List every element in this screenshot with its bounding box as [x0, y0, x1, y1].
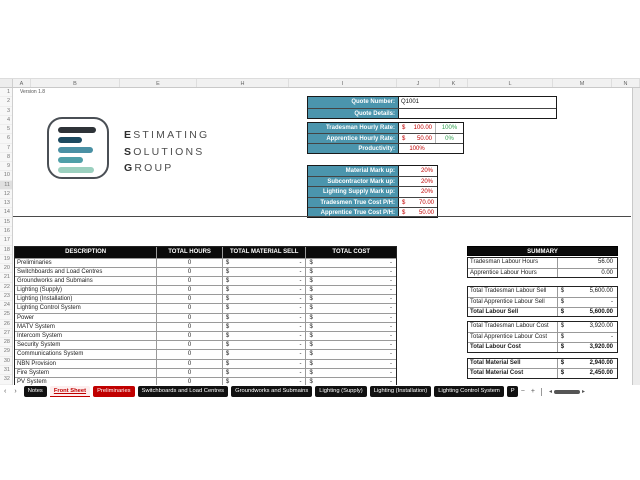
cell-total-cost[interactable]: $ -: [309, 277, 392, 284]
summary-value-cell[interactable]: $ 3,920.00: [560, 343, 613, 350]
cell-total-material-sell[interactable]: $ -: [223, 332, 307, 340]
quote-details-value[interactable]: [399, 109, 556, 119]
cell-total-material-sell[interactable]: $ -: [223, 286, 307, 294]
summary-row: [468, 342, 617, 352]
true-cost-row: [308, 197, 437, 207]
row-header-2[interactable]: 2: [0, 97, 12, 106]
true-cost-label: Tradesmen True Cost P/H:: [308, 198, 399, 207]
cell-description[interactable]: Preliminaries: [15, 259, 157, 267]
header-total-material-sell: TOTAL MATERIAL SELL: [223, 247, 307, 258]
summary-value-cell[interactable]: 56.00: [597, 259, 613, 265]
row-header-9[interactable]: 9: [0, 162, 12, 171]
cell-description[interactable]: Power: [15, 314, 157, 322]
cell-total-material-sell[interactable]: $ -: [223, 268, 307, 276]
row-header-8[interactable]: 8: [0, 153, 12, 162]
rate-percent-cell[interactable]: [435, 144, 463, 153]
rate-label: Productivity:: [308, 144, 399, 153]
column-header-B[interactable]: B: [31, 79, 120, 87]
cell-total-cost[interactable]: $ -: [309, 305, 392, 312]
sheet-tab-lighting-installation[interactable]: Lighting (Installation): [370, 386, 432, 397]
summary-label: Total Labour Cost: [468, 343, 558, 352]
row-header-7[interactable]: 7: [0, 144, 12, 153]
cell-total-hours[interactable]: 0: [157, 323, 223, 331]
cell-description[interactable]: Groundworks and Submains: [15, 277, 157, 285]
sheet-tab-preliminaries[interactable]: Preliminaries: [93, 386, 135, 397]
costing-table-row: [15, 368, 396, 377]
markup-value-cell[interactable]: 20%: [420, 189, 433, 196]
column-header-E[interactable]: E: [120, 79, 197, 87]
cell-total-cost[interactable]: $ -: [309, 323, 392, 330]
summary-row: [468, 297, 617, 307]
markup-block: [307, 165, 438, 218]
row-header-28[interactable]: 28: [0, 338, 12, 347]
cell-total-hours[interactable]: 0: [157, 259, 223, 267]
cell-total-material-sell[interactable]: $ -: [223, 277, 307, 285]
row-header-18[interactable]: 18: [0, 246, 12, 255]
row-header-29[interactable]: 29: [0, 347, 12, 356]
summary-label: Total Material Sell: [468, 359, 558, 369]
cell-description[interactable]: Lighting (Installation): [15, 295, 157, 303]
summary-label: Total Tradesman Labour Cost: [468, 322, 558, 332]
cell-total-cost[interactable]: $ -: [309, 296, 392, 303]
select-all-corner[interactable]: [0, 79, 13, 87]
true-cost-value-cell[interactable]: $ 70.00: [402, 199, 434, 206]
markup-row: [308, 166, 437, 176]
cell-total-cost[interactable]: $ -: [309, 268, 392, 275]
company-logo-text: [124, 127, 209, 177]
rate-row: [308, 123, 463, 133]
cell-total-hours[interactable]: 0: [157, 369, 223, 377]
costing-table: [14, 246, 397, 387]
row-header-20[interactable]: 20: [0, 264, 12, 273]
costing-table-row: [15, 322, 396, 331]
column-header-M[interactable]: M: [553, 79, 612, 87]
zoom-in-button[interactable]: +: [530, 388, 535, 395]
cell-description[interactable]: Fire System: [15, 369, 157, 377]
summary-value-cell[interactable]: $ -: [560, 299, 613, 306]
company-logo-icon: [47, 117, 109, 179]
costing-table-row: [15, 285, 396, 294]
row-header-23[interactable]: 23: [0, 292, 12, 301]
column-header-A[interactable]: A: [13, 79, 31, 87]
cell-total-cost[interactable]: $ -: [309, 287, 392, 294]
quote-block: [307, 96, 557, 119]
row-header-17[interactable]: 17: [0, 236, 12, 245]
logo-word: GROUP: [124, 162, 174, 174]
cell-total-cost[interactable]: $ -: [309, 378, 392, 385]
cell-total-hours[interactable]: 0: [157, 268, 223, 276]
row-header-5[interactable]: 5: [0, 125, 12, 134]
quote-details-label: Quote Details:: [308, 109, 399, 119]
sheet-tab-groundworks-and-submains[interactable]: Groundworks and Submains: [231, 386, 312, 397]
row-header-30[interactable]: 30: [0, 357, 12, 366]
summary-row: [468, 258, 617, 268]
summary-value-cell[interactable]: $ 2,450.00: [560, 370, 613, 377]
summary-value-cell[interactable]: $ 5,600.00: [560, 308, 613, 315]
cell-description[interactable]: Lighting (Supply): [15, 286, 157, 294]
cell-total-material-sell[interactable]: $ -: [223, 304, 307, 312]
row-header-27[interactable]: 27: [0, 329, 12, 338]
column-header-I[interactable]: I: [289, 79, 397, 87]
row-header-13[interactable]: 13: [0, 199, 12, 208]
cell-description[interactable]: Security System: [15, 341, 157, 349]
cell-total-hours[interactable]: 0: [157, 360, 223, 368]
row-header-10[interactable]: 10: [0, 171, 12, 180]
true-cost-label: Apprentice True Cost P/H:: [308, 208, 399, 217]
cell-description[interactable]: MATV System: [15, 323, 157, 331]
cell-total-hours[interactable]: 0: [157, 350, 223, 358]
sheet-tab-front-sheet[interactable]: Front Sheet: [50, 386, 90, 397]
row-header-3[interactable]: 3: [0, 107, 12, 116]
cell-total-material-sell[interactable]: $ -: [223, 360, 307, 368]
summary-value-cell[interactable]: $ -: [560, 334, 613, 341]
scrollbar-left-arrow[interactable]: ◂: [548, 389, 552, 395]
costing-table-row: [15, 294, 396, 303]
costing-table-row: [15, 349, 396, 358]
cell-total-material-sell[interactable]: $ -: [223, 350, 307, 358]
markup-label: Material Mark up:: [308, 166, 399, 176]
summary-row: [468, 268, 617, 278]
sheet-tab-lighting-control-system[interactable]: Lighting Control System: [434, 386, 504, 397]
costing-table-row: [15, 313, 396, 322]
summary-label: Tradesman Labour Hours: [468, 258, 558, 268]
rate-value-cell[interactable]: 100%: [409, 146, 425, 152]
summary-label: Total Material Cost: [468, 369, 558, 378]
row-header-11[interactable]: 11: [0, 181, 12, 190]
row-header-12[interactable]: 12: [0, 190, 12, 199]
header-description: DESCRIPTION: [15, 247, 157, 258]
logo-bar: [58, 137, 82, 143]
cell-total-hours[interactable]: 0: [157, 332, 223, 340]
logo-bar: [58, 157, 83, 163]
cell-description[interactable]: Lighting Control System: [15, 304, 157, 312]
summary-label: Total Apprentice Labour Cost: [468, 333, 558, 342]
sheet-tab-p[interactable]: P: [507, 386, 518, 397]
cell-total-cost[interactable]: $ -: [309, 351, 392, 358]
markup-row: [308, 186, 437, 196]
rate-label: Tradesman Hourly Rate:: [308, 123, 399, 133]
summary-group: [467, 286, 618, 317]
cell-total-hours[interactable]: 0: [157, 295, 223, 303]
markup-value-cell[interactable]: 20%: [420, 179, 433, 186]
summary-row: [468, 307, 617, 317]
hourly-rates-block: [307, 122, 464, 154]
cell-total-hours[interactable]: 0: [157, 304, 223, 312]
zoom-out-button[interactable]: −: [520, 388, 525, 395]
cell-total-material-sell[interactable]: $ -: [223, 314, 307, 322]
column-header-N[interactable]: N: [612, 79, 640, 87]
rate-row: [308, 143, 463, 153]
row-header-6[interactable]: 6: [0, 134, 12, 143]
summary-label: Total Apprentice Labour Sell: [468, 298, 558, 307]
row-header-31[interactable]: 31: [0, 366, 12, 375]
cell-total-cost[interactable]: $ -: [309, 360, 392, 367]
header-total-cost: TOTAL COST: [332, 249, 371, 255]
column-header-K[interactable]: K: [440, 79, 468, 87]
scrollbar-thumb[interactable]: [554, 390, 580, 394]
scrollbar-right-arrow[interactable]: ▸: [582, 389, 586, 395]
summary-group: [467, 321, 618, 352]
summary-value-cell[interactable]: $ 5,600.00: [560, 288, 613, 295]
rate-value-cell[interactable]: $ 100.00: [402, 125, 432, 131]
row-header-24[interactable]: 24: [0, 301, 12, 310]
markup-label: Lighting Supply Mark up:: [308, 187, 399, 196]
sheet-tab-bar: [0, 385, 640, 398]
sheet-tab-lighting-supply[interactable]: Lighting (Supply): [315, 386, 367, 397]
cell-total-material-sell[interactable]: $ -: [223, 295, 307, 303]
summary-panel: [467, 246, 618, 379]
logo-bar: [58, 147, 93, 153]
rate-row: [308, 133, 463, 143]
row-header-14[interactable]: 14: [0, 208, 12, 217]
outside-sheet-area: [632, 88, 640, 385]
summary-row: [468, 368, 617, 378]
row-header-26[interactable]: 26: [0, 320, 12, 329]
logo-bar: [58, 127, 96, 133]
cell-total-material-sell[interactable]: $ -: [223, 341, 307, 349]
summary-label: Apprentice Labour Hours: [468, 269, 558, 278]
cell-total-material-sell[interactable]: $ -: [223, 369, 307, 377]
cell-total-hours[interactable]: 0: [157, 378, 223, 386]
cell-description[interactable]: PV System: [15, 378, 157, 386]
summary-row: [468, 322, 617, 332]
section-divider: [13, 216, 631, 217]
summary-group: [467, 257, 618, 278]
cell-total-hours[interactable]: 0: [157, 277, 223, 285]
rate-percent-cell[interactable]: 0%: [435, 134, 463, 143]
costing-table-row: [15, 276, 396, 285]
costing-table-header: [15, 247, 396, 258]
summary-row: [468, 287, 617, 297]
cell-total-hours[interactable]: 0: [157, 314, 223, 322]
rate-label: Apprentice Hourly Rate:: [308, 134, 399, 143]
summary-value-cell[interactable]: $ 3,920.00: [560, 323, 613, 330]
summary-label: Total Labour Sell: [468, 308, 558, 317]
rate-value-cell[interactable]: $ 50.00: [402, 136, 432, 142]
summary-label: Total Tradesman Labour Sell: [468, 287, 558, 297]
row-header-25[interactable]: 25: [0, 310, 12, 319]
cell-total-cost[interactable]: $ -: [309, 342, 392, 349]
quote-number-label: Quote Number:: [308, 97, 399, 108]
cell-total-hours[interactable]: 0: [157, 341, 223, 349]
sheet-tab-notes[interactable]: Notes: [24, 386, 47, 397]
cell-description[interactable]: NBN Provision: [15, 360, 157, 368]
summary-title: SUMMARY: [467, 246, 618, 256]
row-header-4[interactable]: 4: [0, 116, 12, 125]
row-header-15[interactable]: 15: [0, 218, 12, 227]
cell-total-hours[interactable]: 0: [157, 286, 223, 294]
cell-total-cost[interactable]: $ -: [309, 314, 392, 321]
cell-total-cost[interactable]: $ -: [309, 333, 392, 339]
sheet-tab-switchboards-and-load-centres[interactable]: Switchboards and Load Centres: [138, 386, 229, 397]
column-header-H[interactable]: H: [197, 79, 289, 87]
costing-table-row: [15, 331, 396, 340]
tabbar-separator: [541, 388, 542, 396]
costing-table-row: [15, 359, 396, 368]
cell-description[interactable]: Switchboards and Load Centres: [15, 268, 157, 276]
costing-table-row: [15, 303, 396, 312]
costing-table-row: [15, 340, 396, 349]
row-header-21[interactable]: 21: [0, 273, 12, 282]
costing-table-row: [15, 267, 396, 276]
markup-row: [308, 176, 437, 186]
column-header-L[interactable]: L: [468, 79, 553, 87]
cell-total-material-sell[interactable]: $ -: [223, 259, 307, 267]
costing-table-row: [15, 258, 396, 267]
summary-row: [468, 359, 617, 369]
summary-value-cell[interactable]: $ 2,940.00: [560, 359, 613, 366]
column-header-J[interactable]: J: [397, 79, 440, 87]
true-cost-value-cell[interactable]: $ 50.00: [402, 209, 434, 216]
row-header-1[interactable]: 1: [0, 88, 12, 97]
header-total-hours: TOTAL HOURS: [157, 247, 223, 258]
logo-bar: [58, 167, 94, 173]
markup-label: Subcontractor Mark up:: [308, 177, 399, 186]
row-header-19[interactable]: 19: [0, 255, 12, 264]
cell-total-material-sell[interactable]: $ -: [223, 378, 307, 386]
cell-description[interactable]: Communications System: [15, 350, 157, 358]
cell-total-cost[interactable]: $ -: [309, 259, 392, 266]
row-header-16[interactable]: 16: [0, 227, 12, 236]
logo-word: SOLUTIONS: [124, 145, 205, 158]
tab-scroll-right-arrow[interactable]: ›: [14, 388, 17, 395]
cell-total-material-sell[interactable]: $ -: [223, 323, 307, 331]
rate-percent-cell[interactable]: 100%: [435, 123, 463, 133]
cell-description[interactable]: Intercom System: [15, 332, 157, 340]
tab-scroll-left-arrow[interactable]: ‹: [4, 388, 7, 395]
version-label: Version 1.8: [20, 89, 46, 95]
quote-number-value[interactable]: Q1001: [399, 97, 556, 108]
cell-total-cost[interactable]: $ -: [309, 369, 392, 376]
summary-group: [467, 358, 618, 379]
markup-value-cell[interactable]: 20%: [420, 168, 433, 174]
summary-value-cell[interactable]: 0.00: [601, 269, 613, 276]
column-headers: [0, 78, 640, 88]
row-headers: [0, 88, 13, 385]
row-header-22[interactable]: 22: [0, 283, 12, 292]
logo-word: ESTIMATING: [124, 129, 210, 141]
summary-row: [468, 332, 617, 342]
horizontal-scrollbar[interactable]: [547, 388, 587, 395]
row-header-32[interactable]: 32: [0, 375, 12, 384]
